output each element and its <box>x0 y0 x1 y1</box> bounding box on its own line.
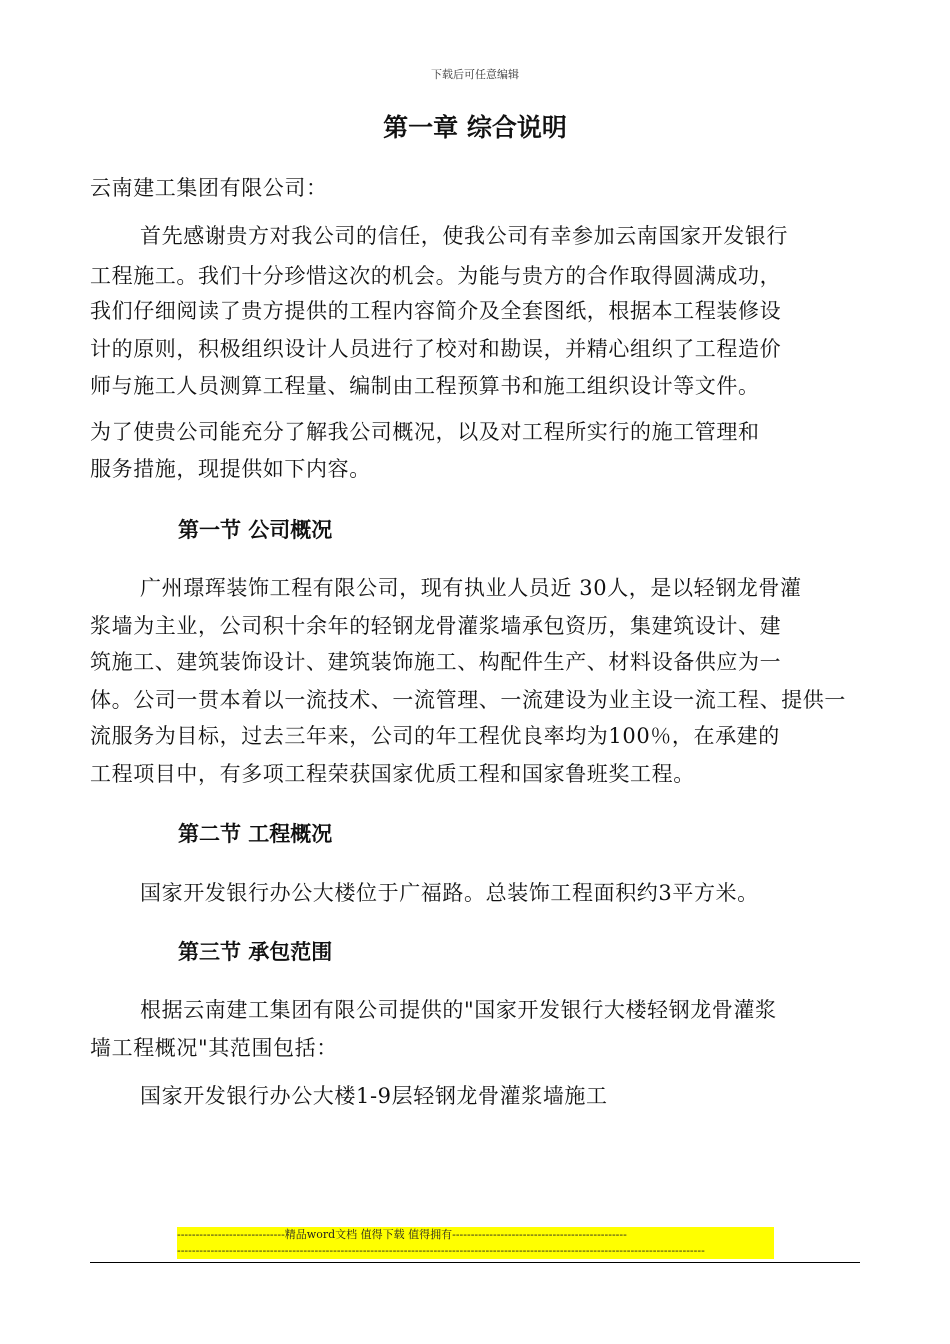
intro-line: 师与施工人员测算工程量、编制由工程预算书和施工组织设计等文件。 <box>90 374 760 398</box>
section-line: 国家开发银行办公大楼1-9层轻钢龙骨灌浆墙施工 <box>140 1084 608 1108</box>
salutation: 云南建工集团有限公司： <box>90 176 328 200</box>
intro-line: 我们仔细阅读了贵方提供的工程内容简介及全套图纸，根据本工程装修设 <box>90 299 782 323</box>
section-line: 浆墙为主业，公司积十余年的轻钢龙骨灌浆墙承包资历，集建筑设计、建 <box>90 614 782 638</box>
section-line: 广州璟珲装饰工程有限公司，现有执业人员近 30人，是以轻钢龙骨灌 <box>140 576 802 600</box>
section-title-scope: 第三节 承包范围 <box>178 940 333 964</box>
section-title-project: 第二节 工程概况 <box>178 822 333 846</box>
chapter-title: 第一章 综合说明 <box>383 113 567 142</box>
footer-banner-line: -----------------------------精品word文档 值得下载 值得拥有----------------------------------------------- <box>177 1228 627 1241</box>
section-line: 筑施工、建筑装饰设计、建筑装饰施工、构配件生产、材料设备供应为一 <box>90 650 782 674</box>
footer-banner-line: ---------------------------------------------------------------------------------------------------------------------------------------------- <box>177 1244 705 1257</box>
section-line: 国家开发银行办公大楼位于广福路。总装饰工程面积约3平方米。 <box>140 881 759 905</box>
intro-line: 工程施工。我们十分珍惜这次的机会。为能与贵方的合作取得圆满成功， <box>90 264 782 288</box>
section-line: 体。公司一贯本着以一流技术、一流管理、一流建设为业主设一流工程、提供一 <box>90 688 846 712</box>
intro-line: 计的原则，积极组织设计人员进行了校对和勘误，并精心组织了工程造价 <box>90 337 782 361</box>
section-line: 工程项目中，有多项工程荣获国家优质工程和国家鲁班奖工程。 <box>90 762 695 786</box>
section-line: 根据云南建工集团有限公司提供的"国家开发银行大楼轻钢龙骨灌浆 <box>140 998 777 1022</box>
intro-line: 首先感谢贵方对我公司的信任，使我公司有幸参加云南国家开发银行 <box>140 224 788 248</box>
section-line: 墙工程概况"其范围包括： <box>90 1036 338 1060</box>
section-title-company: 第一节 公司概况 <box>178 518 333 542</box>
header-note: 下载后可任意编辑 <box>431 68 519 81</box>
footer-rule <box>90 1262 860 1263</box>
intro-line: 为了使贵公司能充分了解我公司概况，以及对工程所实行的施工管理和 <box>90 420 760 444</box>
section-line: 流服务为目标，过去三年来，公司的年工程优良率均为100％，在承建的 <box>90 724 780 748</box>
footer-banner <box>177 1227 774 1259</box>
intro-line: 服务措施，现提供如下内容。 <box>90 457 371 481</box>
